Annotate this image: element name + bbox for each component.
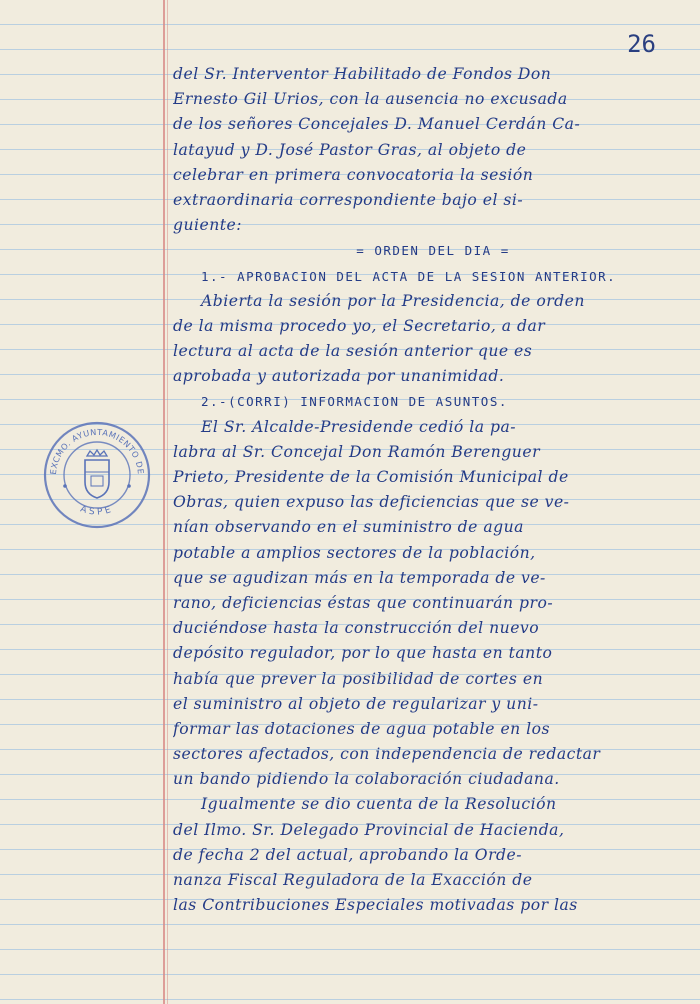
body-line: que se agudizan más en la temporada de ve- [173, 568, 546, 587]
body-line: Ernesto Gil Urios, con la ausencia no excusada [173, 90, 568, 109]
body-line: extraordinaria correspondiente bajo el si- [173, 190, 524, 209]
body-line: del Ilmo. Sr. Delegado Provincial de Hacienda, [173, 820, 565, 839]
body-line: del Sr. Interventor Habilitado de Fondos Don [173, 65, 552, 83]
body-line: las Contribuciones Especiales motivadas por las [173, 896, 578, 915]
body-line: de la misma procedo yo, el Secretario, a dar [173, 316, 546, 335]
svg-text:ASPE: ASPE [78, 504, 116, 518]
body-line: el suministro al objeto de regularizar y uni- [173, 694, 539, 713]
body-line: Abierta la sesión por la Presidencia, de orden [201, 291, 585, 310]
body-line: labra al Sr. Concejal Don Ramón Berenguer [173, 442, 541, 461]
body-line: había que prever la posibilidad de cortes en [173, 669, 544, 688]
svg-text:EXCMO. AYUNTAMIENTO DE: EXCMO. AYUNTAMIENTO DE [47, 426, 147, 475]
body-line: aprobada y autorizada por unanimidad. [173, 367, 505, 386]
body-line: formar las dotaciones de agua potable en los [173, 719, 551, 738]
margin-rule [163, 0, 165, 1004]
agenda-item-heading: 1.- APROBACION DEL ACTA DE LA SESION ANTERIOR. [201, 268, 617, 284]
body-line: latayud y D. José Pastor Gras, al objeto de [173, 140, 527, 159]
page-number: 26 [627, 30, 656, 58]
body-line: Igualmente se dio cuenta de la Resolución [201, 795, 557, 814]
body-line: depósito regulador, por lo que hasta en tanto [173, 644, 553, 663]
body-line: guiente: [173, 216, 243, 235]
body-line: Obras, quien expuso las deficiencias que se ve- [173, 493, 570, 512]
body-line: rano, deficiencias éstas que continuarán pro- [173, 593, 554, 612]
minutes-body [173, 62, 693, 918]
body-line: El Sr. Alcalde-Presidende cedió la pa- [201, 417, 517, 436]
municipal-seal-stamp [42, 420, 152, 530]
body-line: duciéndose hasta la construcción del nuevo [173, 619, 540, 638]
body-line: Prieto, Presidente de la Comisión Municipal de [173, 468, 569, 486]
body-line: celebrar en primera convocatoria la sesión [173, 165, 534, 184]
body-line: sectores afectados, con independencia de redactar [173, 745, 601, 764]
body-line: de fecha 2 del actual, aprobando la Orde- [173, 845, 522, 864]
margin-rule-secondary [167, 0, 168, 1004]
body-line: lectura al acta de la sesión anterior que es [173, 342, 533, 361]
agenda-heading: = ORDEN DEL DIA = [356, 243, 510, 259]
body-line: potable a amplios sectores de la población, [173, 543, 536, 562]
agenda-item-heading: 2.-(CORRI) INFORMACION DE ASUNTOS. [201, 394, 508, 410]
body-line: un bando pidiendo la colaboración ciudadana. [173, 770, 560, 789]
body-line: de los señores Concejales D. Manuel Cerdán Ca- [173, 115, 581, 134]
body-line: nanza Fiscal Reguladora de la Exacción de [173, 871, 533, 889]
body-line: nían observando en el suministro de agua [173, 518, 524, 537]
